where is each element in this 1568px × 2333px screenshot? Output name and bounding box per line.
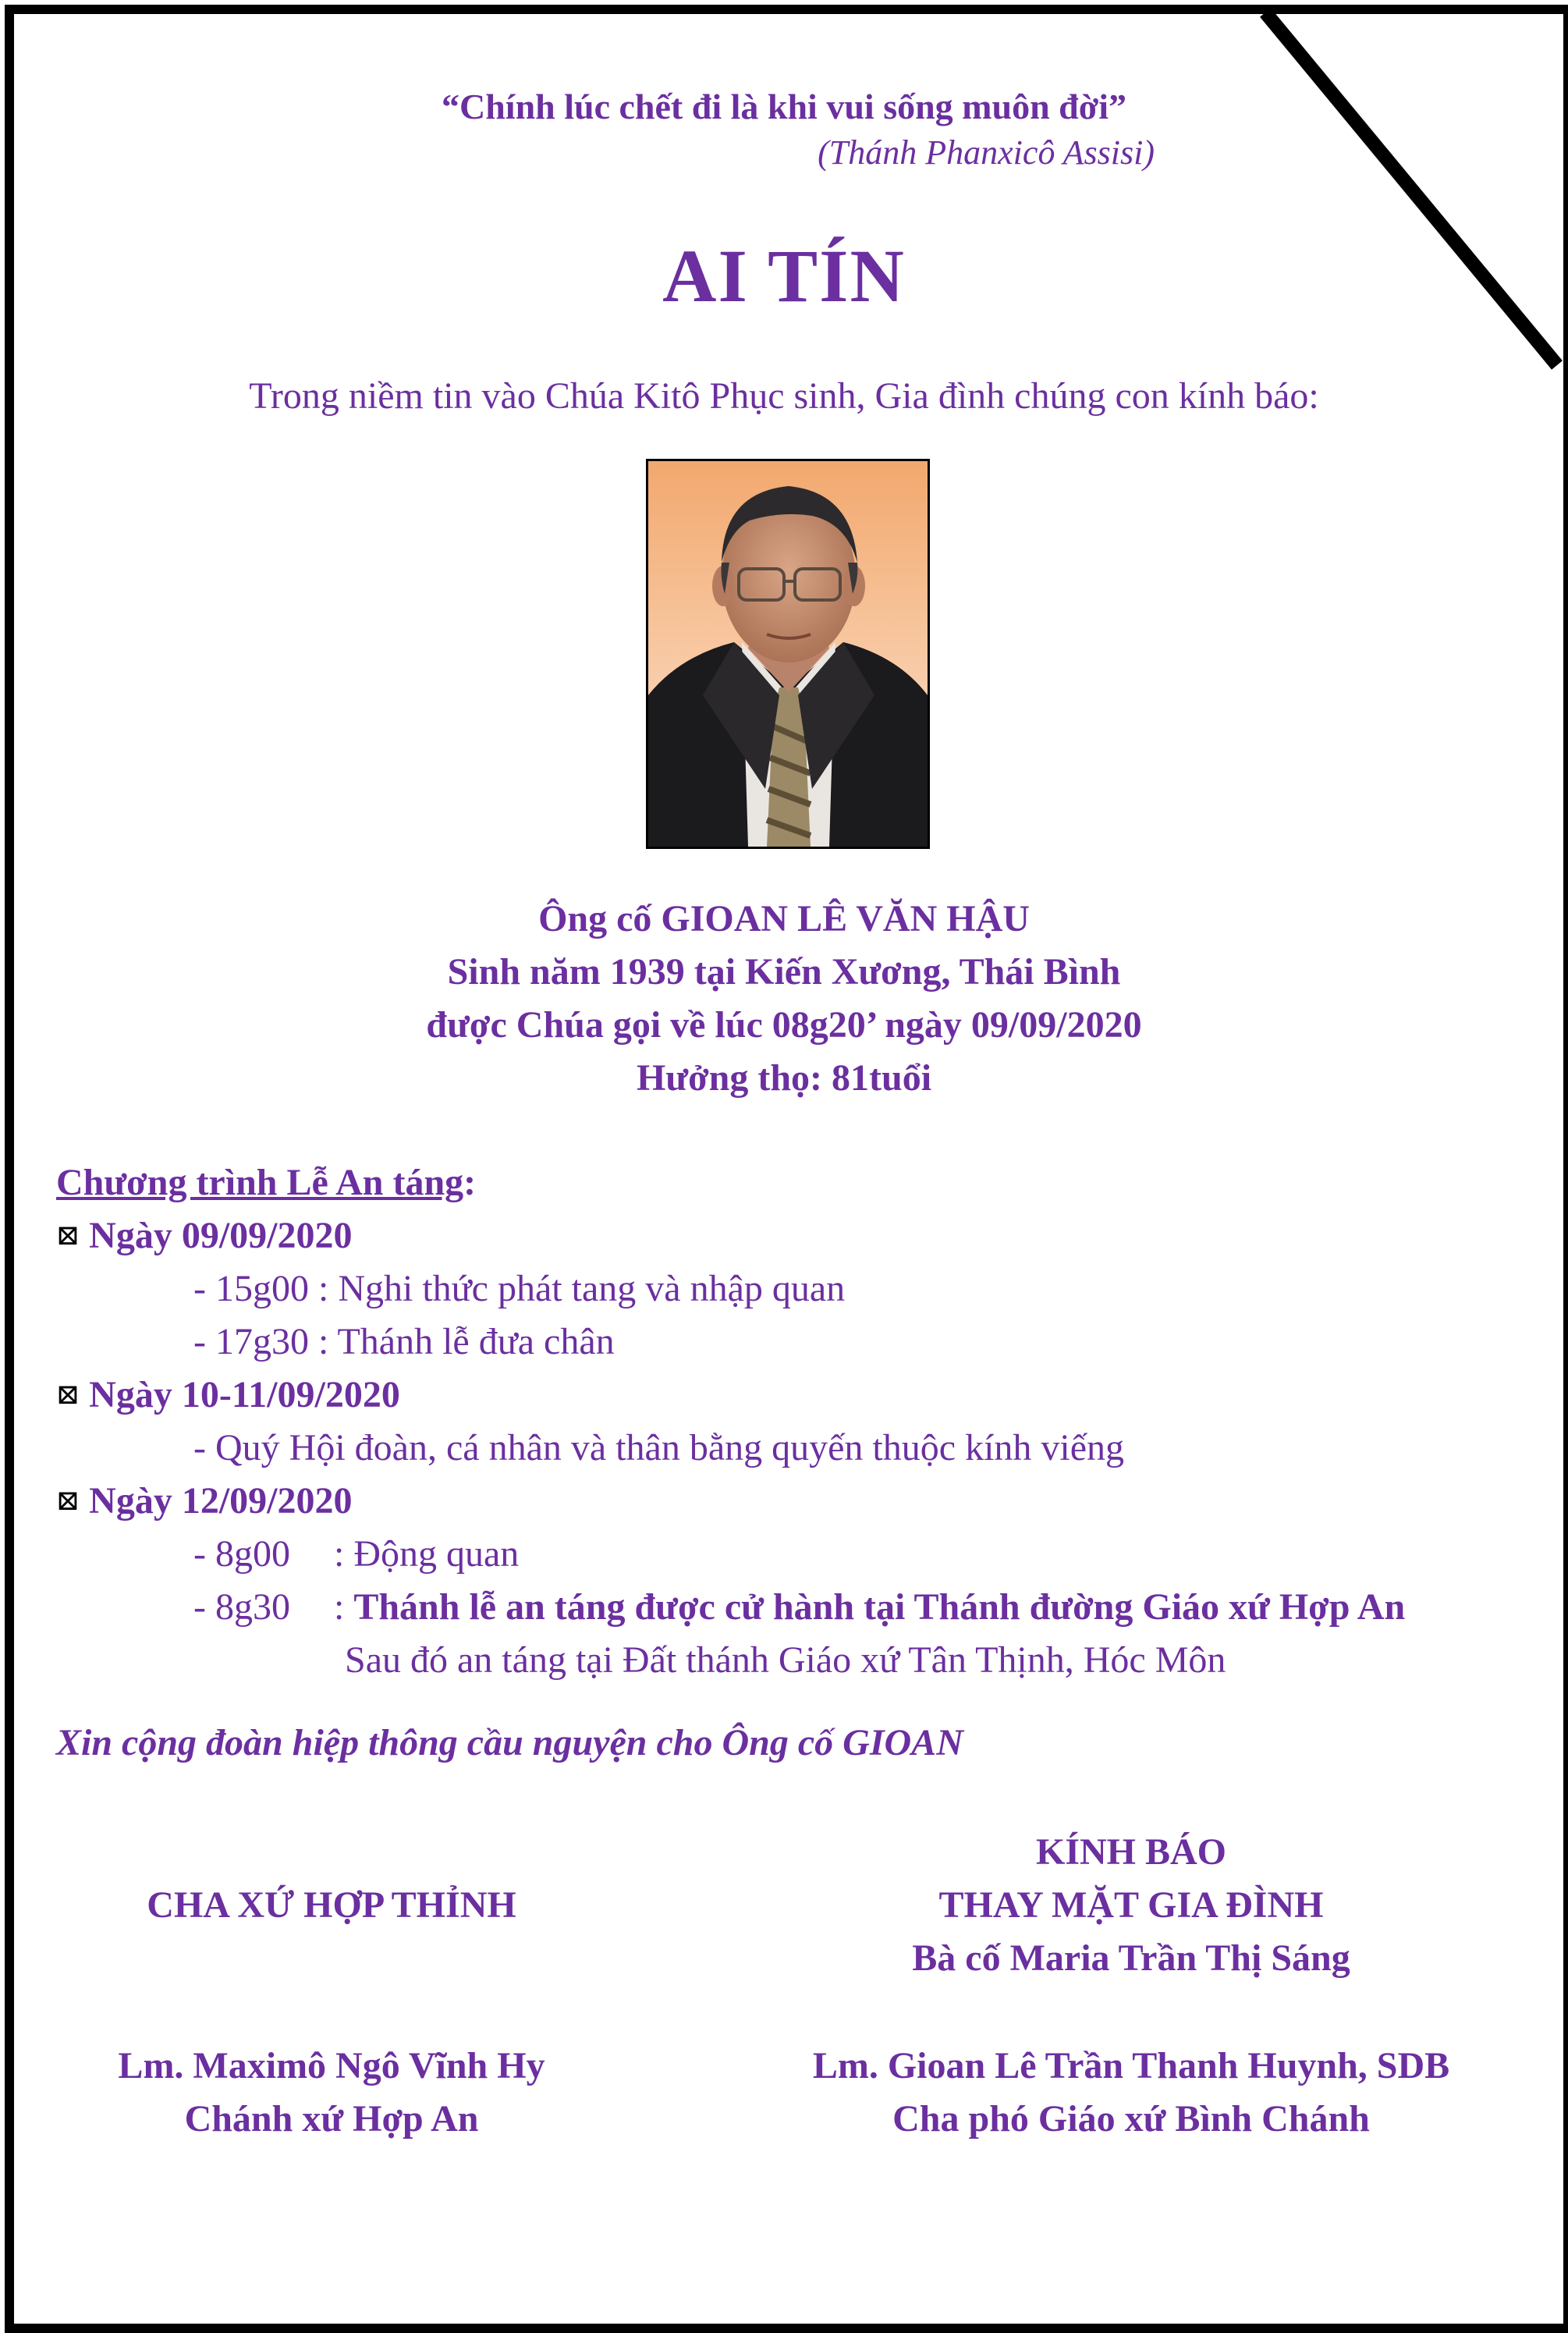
kinh-bao-heading: KÍNH BÁO xyxy=(1035,1831,1227,1873)
deceased-death: được Chúa gọi về lúc 08g20’ ngày 09/09/2020 xyxy=(426,1004,1142,1046)
left-signatory-role: Chánh xứ Hợp An xyxy=(184,2098,479,2139)
program-item-desc-prefix: : xyxy=(334,1586,354,1628)
program-heading-colon: : xyxy=(463,1162,477,1203)
program-item xyxy=(193,1320,615,1363)
program-item-desc: Sau đó an táng tại Đất thánh Giáo xứ Tân Thịnh, Hóc Môn xyxy=(345,1639,1226,1681)
program-item-time: - 17g30 xyxy=(193,1321,309,1362)
program-day xyxy=(56,1479,353,1522)
portrait-illustration xyxy=(648,461,928,847)
program-item-time: - 8g30 xyxy=(193,1586,290,1628)
program-item-desc: : Động quan xyxy=(334,1533,520,1575)
family-representative: Bà cố Maria Trần Thị Sáng xyxy=(912,1937,1350,1979)
quote-text: “Chính lúc chết đi là khi vui sống muôn đời” xyxy=(441,87,1127,126)
closing-prayer: Xin cộng đoàn hiệp thông cầu nguyện cho Ông cố GIOAN xyxy=(56,1722,963,1763)
program-day xyxy=(56,1214,353,1257)
program-heading-label: Chương trình Lễ An táng xyxy=(56,1162,464,1203)
program-item xyxy=(193,1586,1405,1628)
deceased-age: Hưởng thọ: 81tuổi xyxy=(636,1057,932,1099)
program-item-desc: - Quý Hội đoàn, cá nhân và thân bằng quyến thuộc kính viếng xyxy=(193,1427,1125,1468)
program-day-label: Ngày 09/09/2020 xyxy=(89,1215,353,1256)
cross-bullet-icon: ⊠ xyxy=(56,1379,80,1410)
right-signatory-name: Lm. Gioan Lê Trần Thanh Huynh, SDB xyxy=(812,2045,1450,2086)
left-signatory-name: Lm. Maximô Ngô Vĩnh Hy xyxy=(118,2045,545,2086)
intro-text: Trong niềm tin vào Chúa Kitô Phục sinh, Gia đình chúng con kính báo: xyxy=(249,375,1319,417)
program-item-time: - 8g00 xyxy=(193,1533,290,1575)
program-item xyxy=(345,1639,1226,1681)
right-signatory-role: Cha phó Giáo xứ Bình Chánh xyxy=(892,2098,1370,2139)
cross-bullet-icon: ⊠ xyxy=(56,1220,80,1251)
deceased-birth: Sinh năm 1939 tại Kiến Xương, Thái Bình xyxy=(447,951,1121,993)
program-item-time: - 15g00 xyxy=(193,1268,309,1309)
program-item-desc: : Thánh lễ đưa chân xyxy=(318,1321,615,1362)
program-item-desc: : Nghi thức phát tang và nhập quan xyxy=(318,1268,846,1309)
program-item-desc: Thánh lễ an táng được cử hành tại Thánh đường Giáo xứ Hợp An xyxy=(353,1586,1406,1628)
cross-bullet-icon: ⊠ xyxy=(56,1485,80,1516)
quote-author: (Thánh Phanxicô Assisi) xyxy=(818,133,1155,172)
program-day-label: Ngày 12/09/2020 xyxy=(89,1480,353,1522)
left-signature-heading: CHA XỨ HỢP THỈNH xyxy=(147,1884,516,1926)
deceased-name: Ông cố GIOAN LÊ VĂN HẬU xyxy=(538,898,1030,939)
page-title: AI TÍN xyxy=(662,234,906,318)
program-item xyxy=(193,1267,845,1310)
portrait-photo xyxy=(646,459,930,849)
program-heading xyxy=(56,1161,476,1204)
right-signature-heading: THAY MẶT GIA ĐÌNH xyxy=(938,1884,1324,1926)
program-item xyxy=(193,1426,1124,1469)
program-item xyxy=(193,1532,519,1575)
program-day-label: Ngày 10-11/09/2020 xyxy=(89,1374,400,1415)
program-day xyxy=(56,1373,400,1416)
